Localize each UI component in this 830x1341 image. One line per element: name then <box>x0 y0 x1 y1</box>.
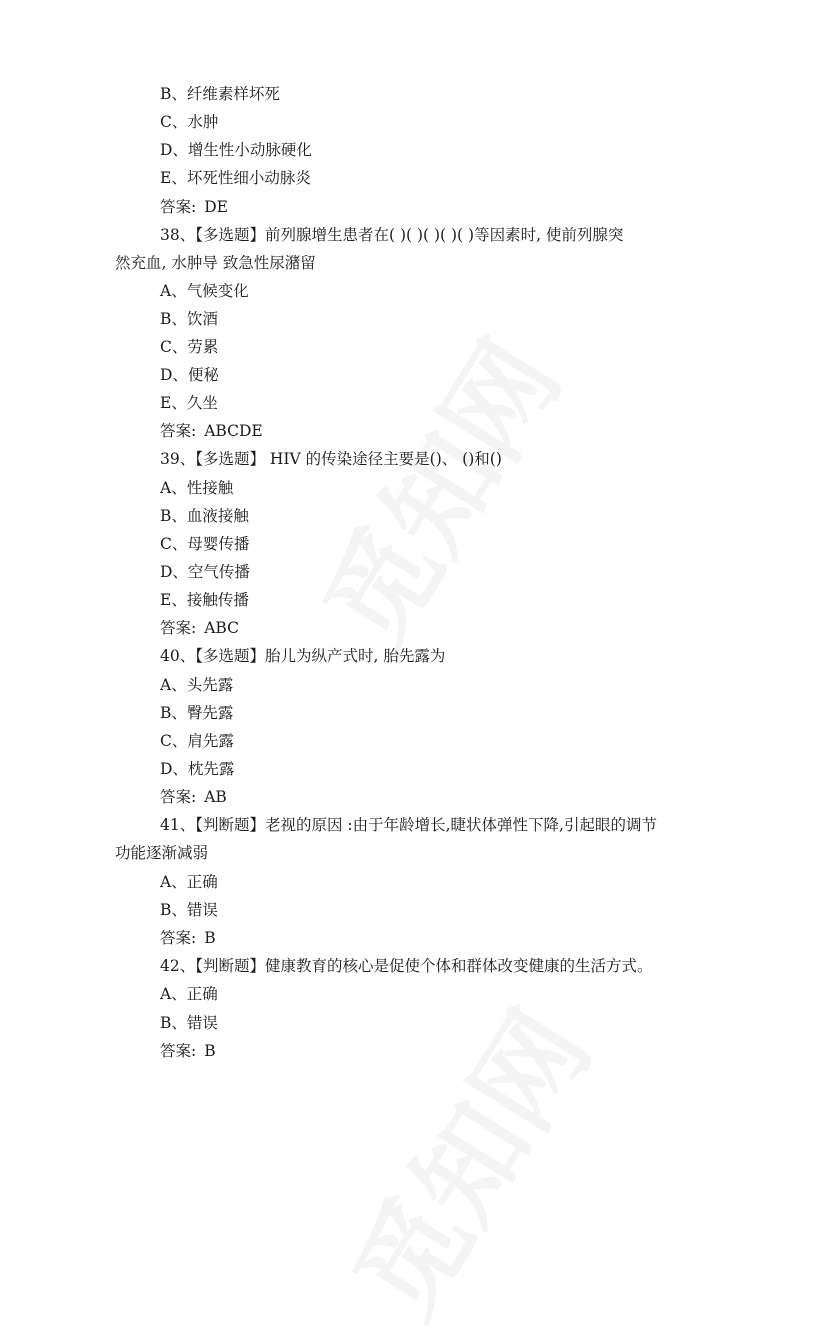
answer-label: 答案: <box>160 198 197 216</box>
option-line: C、母婴传播 <box>160 535 250 553</box>
answer-line <box>160 197 228 217</box>
question-38-title-cont: 然充血, 水肿导 致急性尿潴留 <box>115 254 316 272</box>
option-line: B、血液接触 <box>160 507 249 525</box>
option-line: C、水肿 <box>160 113 219 131</box>
answer-label: 答案: <box>160 422 197 440</box>
answer-value: ABC <box>204 619 239 637</box>
option-line: E、坏死性细小动脉炎 <box>160 169 311 187</box>
question-40-title: 40、【多选题】胎儿为纵产式时, 胎先露为 <box>160 647 446 665</box>
answer-label: 答案: <box>160 929 197 947</box>
answer-label: 答案: <box>160 788 197 806</box>
option-line: A、头先露 <box>160 676 234 694</box>
answer-line <box>160 618 239 638</box>
question-41-title-cont: 功能逐渐减弱 <box>115 844 209 862</box>
answer-label: 答案: <box>160 1042 197 1060</box>
option-line: E、接触传播 <box>160 591 249 609</box>
option-line: C、劳累 <box>160 338 219 356</box>
watermark-bottom <box>311 977 620 1341</box>
answer-value: B <box>204 1042 216 1060</box>
answer-line <box>160 928 216 948</box>
option-line: E、久坐 <box>160 394 218 412</box>
answer-value: AB <box>204 788 227 806</box>
option-line: D、便秘 <box>160 366 219 384</box>
option-line: B、臀先露 <box>160 704 234 722</box>
answer-line <box>160 1041 216 1061</box>
option-line: B、错误 <box>160 901 218 919</box>
option-line: A、正确 <box>160 985 218 1003</box>
option-line: A、性接触 <box>160 479 234 497</box>
option-line: B、纤维素样坏死 <box>160 85 280 103</box>
answer-line <box>160 787 227 807</box>
answer-value: B <box>204 929 216 947</box>
option-line: A、正确 <box>160 873 218 891</box>
option-line: B、饮酒 <box>160 310 218 328</box>
question-41-title: 41、【判断题】老视的原因 :由于年龄增长,睫状体弹性下降,引起眼的调节 <box>160 816 657 834</box>
answer-value: DE <box>204 198 228 216</box>
answer-line <box>160 421 263 441</box>
question-42-title: 42、【判断题】健康教育的核心是促使个体和群体改变健康的生活方式。 <box>160 957 653 975</box>
answer-value: ABCDE <box>204 422 263 440</box>
answer-label: 答案: <box>160 619 197 637</box>
option-line: C、肩先露 <box>160 732 234 750</box>
option-line: D、增生性小动脉硬化 <box>160 141 312 159</box>
question-39-title: 39、【多选题】 HIV 的传染途径主要是()、 ()和() <box>160 450 502 468</box>
question-38-title: 38、【多选题】前列腺增生患者在( )( )( )( )( )等因素时, 使前列腺突 <box>160 226 624 244</box>
watermark <box>281 307 590 671</box>
option-line: A、气候变化 <box>160 282 249 300</box>
option-line: B、错误 <box>160 1014 218 1032</box>
option-line: D、空气传播 <box>160 563 250 581</box>
option-line: D、枕先露 <box>160 760 235 778</box>
